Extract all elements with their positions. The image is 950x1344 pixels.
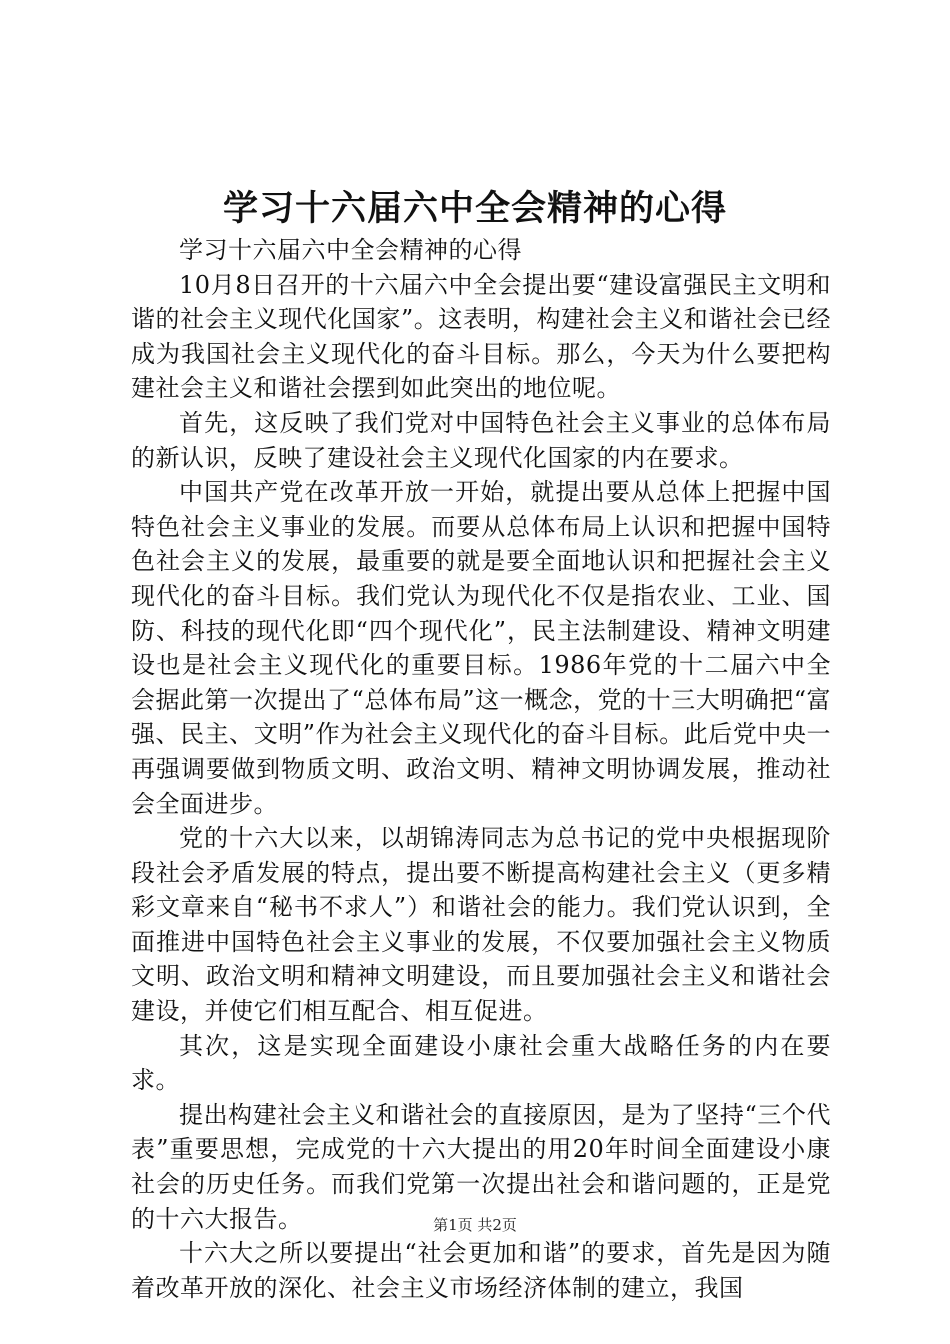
document-body	[131, 233, 831, 1305]
paragraph-first-point: 首先，这反映了我们党对中国特色社会主义事业的总体布局的新认识，反映了建设社会主义现代化国家的内在要求。	[131, 408, 831, 472]
document-title: 学习十六届六中全会精神的心得	[222, 188, 727, 229]
paragraph-overall-layout: 中国共产党在改革开放一开始，就提出要从总体上把握中国特色社会主义事业的发展。而要从总体布局上认识和把握中国特色社会主义的发展，最重要的就是要全面地认识和把握社会主义现代化的奋斗目标。我们党认为现代化不仅是指农业、工业、国防、科技的现代化即“四个现代化”，民主法制建设、精神文明建设也是社会主义现代化的重要目标。1986年党的十二届六中全会据此第一次提出了“总体布局”这一概念，党的十三大明确把“富强、民主、文明”作为社会主义现代化的奋斗目标。此后党中央一再强调要做到物质文明、政治文明、精神文明协调发展，推动社会全面进步。	[131, 478, 831, 818]
page-footer: 第1页 共2页	[433, 1216, 517, 1234]
paragraph-subtitle: 学习十六届六中全会精神的心得	[179, 236, 522, 264]
paragraph-sixteenth-congress: 党的十六大以来，以胡锦涛同志为总书记的党中央根据现阶段社会矛盾发展的特点，提出要不断提高构建社会主义（更多精彩文章来自“秘书不求人”）和谐社会的能力。我们党认识到，全面推进中国特色社会主义事业的发展，不仅要加强社会主义物质文明、政治文明和精神文明建设，而且要加强社会主义和谐社会建设，并使它们相互配合、相互促进。	[131, 824, 831, 1026]
paragraph-social-harmony: 十六大之所以要提出“社会更加和谐”的要求，首先是因为随着改革开放的深化、社会主义市场经济体制的建立，我国	[131, 1239, 831, 1302]
paragraph-second-point: 其次，这是实现全面建设小康社会重大战略任务的内在要求。	[131, 1031, 831, 1095]
paragraph-direct-reason: 提出构建社会主义和谐社会的直接原因，是为了坚持“三个代表”重要思想，完成党的十六大提出的用20年时间全面建设小康社会的历史任务。而我们党第一次提出社会和谐问题的，正是党的十六大报告。	[131, 1100, 831, 1233]
paragraph-intro: 10月8日召开的十六届六中全会提出要“建设富强民主文明和谐的社会主义现代化国家”。这表明，构建社会主义和谐社会已经成为我国社会主义现代化的奋斗目标。那么，今天为什么要把构建社会主义和谐社会摆到如此突出的地位呢。	[131, 270, 831, 403]
